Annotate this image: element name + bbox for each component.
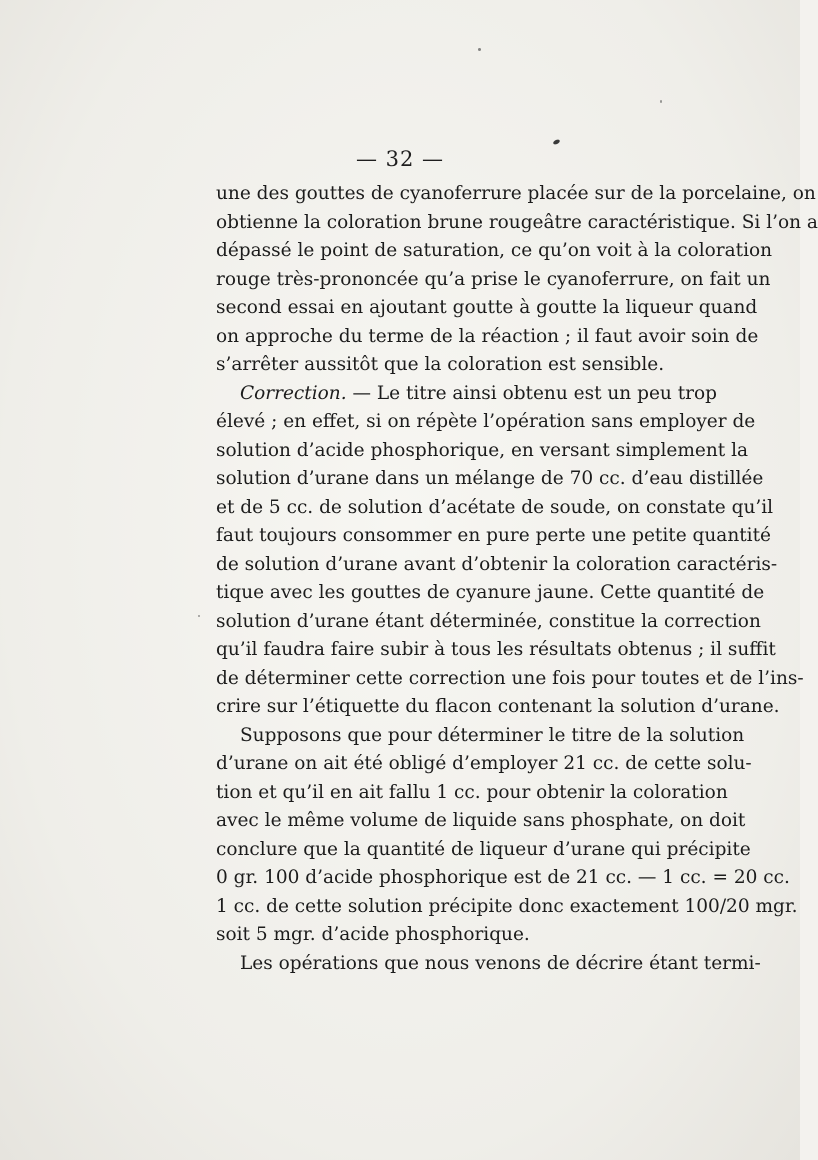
ink-speck	[660, 100, 662, 103]
text-line: tique avec les gouttes de cyanure jaune. Cette quantité de	[216, 582, 765, 603]
text-line: qu’il faudra faire subir à tous les résultats obtenus ; il suffit	[216, 639, 776, 660]
text-line: solution d’urane étant déterminée, constitue la correction	[216, 610, 761, 632]
text-line: s’arrêter aussitôt que la coloration est sensible.	[216, 354, 665, 375]
correction-heading: Correction.	[240, 382, 347, 404]
text-line-correction	[216, 380, 717, 409]
ink-speck	[198, 615, 200, 617]
text-line: tion et qu’il en ait fallu 1 cc. pour obtenir la coloration	[216, 781, 728, 803]
text-line: on approche du terme de la réaction ; il faut avoir soin de	[216, 325, 759, 347]
text-line: dépassé le point de saturation, ce qu’on voit à la coloration	[216, 240, 773, 261]
text-line: second essai en ajoutant goutte à goutte la liqueur quand	[216, 297, 758, 318]
text-line: crire sur l’étiquette du flacon contenant la solution d’urane.	[216, 696, 780, 717]
ink-speck	[552, 139, 560, 146]
body-text	[216, 180, 818, 978]
text-line: 0 gr. 100 d’acide phosphorique est de 21 cc. — 1 cc. = 20 cc.	[216, 867, 790, 888]
text-line: soit 5 mgr. d’acide phosphorique.	[216, 924, 530, 945]
text-line: solution d’urane dans un mélange de 70 cc. d’eau distillée	[216, 468, 764, 489]
ink-speck	[478, 48, 481, 51]
text-line: d’urane on ait été obligé d’employer 21 cc. de cette solu-	[216, 753, 752, 774]
text-line: 1 cc. de cette solution précipite donc exactement 100/20 mgr.	[216, 895, 798, 917]
text-line: Supposons que pour déterminer le titre de la solution	[240, 724, 745, 746]
page-number: — 32 —	[355, 147, 445, 171]
text-line: et de 5 cc. de solution d’acétate de soude, on constate qu’il	[216, 496, 774, 518]
text-line: de déterminer cette correction une fois pour toutes et de l’ins-	[216, 667, 804, 689]
text-line: obtienne la coloration brune rougeâtre caractéristique. Si l’on a	[216, 211, 818, 233]
correction-text: — Le titre ainsi obtenu est un peu trop	[346, 382, 717, 404]
text-line: élevé ; en effet, si on répète l’opération sans employer de	[216, 411, 756, 432]
text-line: solution d’acide phosphorique, en versant simplement la	[216, 439, 749, 461]
text-line: conclure que la quantité de liqueur d’urane qui précipite	[216, 838, 751, 860]
text-line: Les opérations que nous venons de décrire étant termi-	[240, 952, 761, 974]
text-line: une des gouttes de cyanoferrure placée sur de la porcelaine, on	[216, 183, 816, 204]
text-line: avec le même volume de liquide sans phosphate, on doit	[216, 810, 746, 831]
text-line: rouge très-prononcée qu’a prise le cyanoferrure, on fait un	[216, 268, 771, 290]
text-line: faut toujours consommer en pure perte une petite quantité	[216, 525, 771, 546]
text-line: de solution d’urane avant d’obtenir la coloration caractéris-	[216, 553, 778, 575]
